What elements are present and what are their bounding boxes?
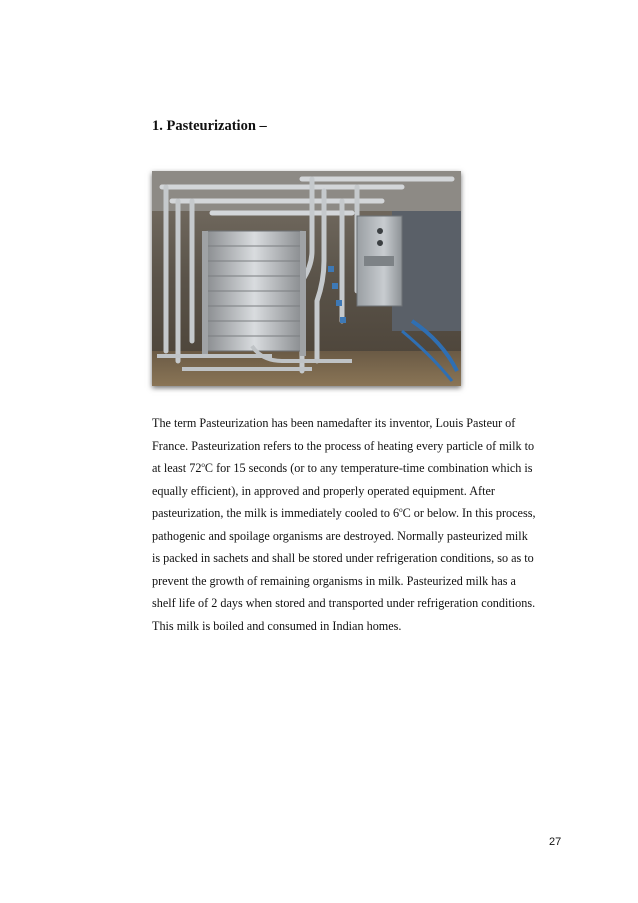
paragraph-line: equally efficient), in approved and properly operated equipment. After [152, 483, 495, 498]
degree-superscript: o [399, 506, 403, 514]
paragraph-line: is packed in sachets and shall be stored under refrigeration conditions, so as to [152, 551, 534, 565]
paragraph-line: This milk is boiled and consumed in Indian homes. [152, 618, 402, 633]
paragraph-line: pathogenic and spoilage organisms are destroyed. Normally pasteurized milk [152, 528, 528, 543]
degree-superscript: o [201, 461, 205, 469]
body-paragraph [152, 412, 572, 637]
paragraph-line: prevent the growth of remaining organisms in milk. Pasteurized milk has a [152, 573, 516, 588]
pasteurization-plant-photo [152, 171, 461, 386]
paragraph-line: pasteurization, the milk is immediately cooled to 6$^o$C or below. In this process, [152, 506, 536, 520]
paragraph-line: France. Pasteurization refers to the process of heating every particle of milk to [152, 438, 535, 453]
paragraph-line: shelf life of 2 days when stored and transported under refrigeration conditions. [152, 596, 536, 610]
paragraph-line: at least 72$^o$C for 15 seconds (or to any temperature-time combination which is [152, 461, 533, 475]
page-number: 27 [549, 836, 562, 848]
paragraph-line: The term Pasteurization has been namedafter its inventor, Louis Pasteur of [152, 416, 516, 430]
section-heading: 1. Pasteurization – [152, 118, 267, 134]
